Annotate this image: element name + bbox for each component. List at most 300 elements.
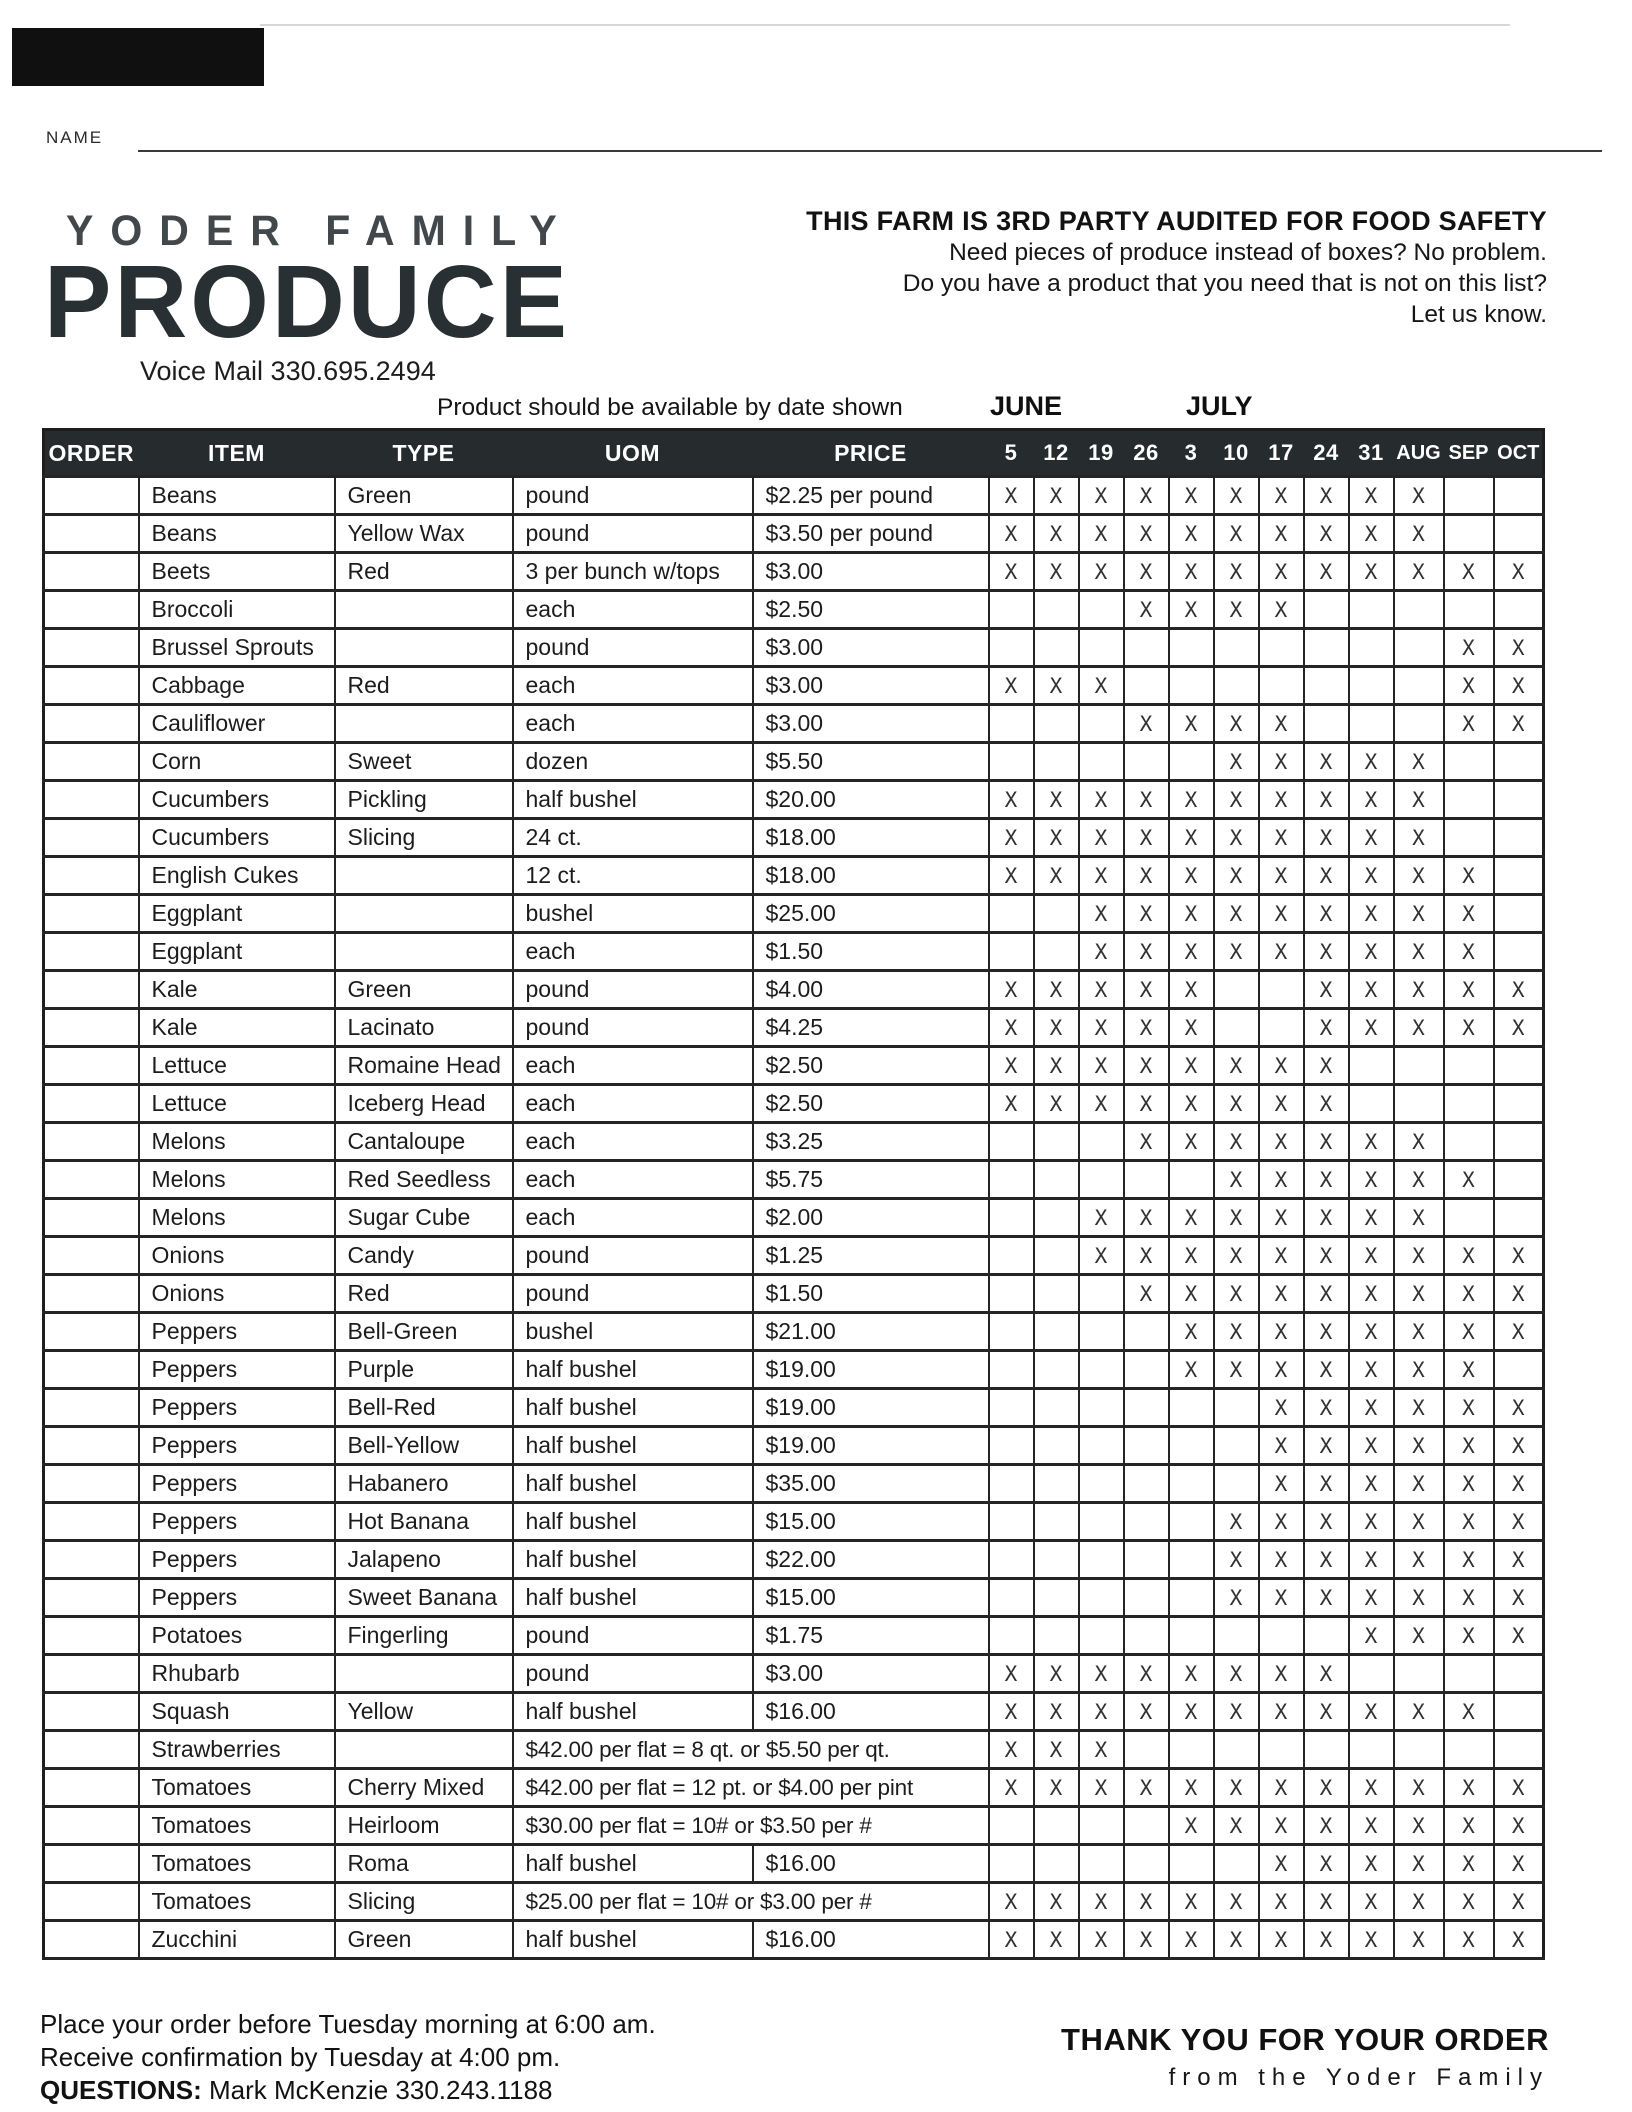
order-quantity-cell[interactable] xyxy=(44,1655,139,1693)
availability-mark-5 xyxy=(989,1313,1034,1351)
order-quantity-cell[interactable] xyxy=(44,1541,139,1579)
item-cell: Cauliflower xyxy=(139,705,335,743)
price-cell: $3.00 xyxy=(753,1655,989,1693)
availability-mark-24 xyxy=(1304,1731,1349,1769)
availability-mark-12 xyxy=(1034,1275,1079,1313)
col-header-date-aug: AUG xyxy=(1394,430,1444,477)
availability-mark-12: X xyxy=(1034,971,1079,1009)
availability-mark-oct: X xyxy=(1494,1807,1544,1845)
availability-mark-19 xyxy=(1079,1427,1124,1465)
price-cell: $16.00 xyxy=(753,1845,989,1883)
availability-mark-5 xyxy=(989,1275,1034,1313)
availability-mark-17: X xyxy=(1259,1693,1304,1731)
item-cell: Peppers xyxy=(139,1351,335,1389)
availability-mark-aug xyxy=(1394,1655,1444,1693)
table-row xyxy=(44,1769,1544,1807)
availability-mark-26: X xyxy=(1124,857,1169,895)
availability-mark-24: X xyxy=(1304,1275,1349,1313)
availability-mark-19 xyxy=(1079,629,1124,667)
order-quantity-cell[interactable] xyxy=(44,933,139,971)
availability-mark-oct: X xyxy=(1494,1275,1544,1313)
order-quantity-cell[interactable] xyxy=(44,667,139,705)
scan-artifact-line xyxy=(260,24,1510,26)
order-quantity-cell[interactable] xyxy=(44,1579,139,1617)
availability-mark-aug: X xyxy=(1394,477,1444,515)
price-cell: $2.25 per pound xyxy=(753,477,989,515)
table-row xyxy=(44,1237,1544,1275)
availability-mark-24: X xyxy=(1304,1465,1349,1503)
availability-mark-17: X xyxy=(1259,1237,1304,1275)
col-header-date-17: 17 xyxy=(1259,430,1304,477)
availability-mark-5 xyxy=(989,1199,1034,1237)
availability-mark-5 xyxy=(989,705,1034,743)
price-cell: $2.50 xyxy=(753,1047,989,1085)
availability-mark-17 xyxy=(1259,1009,1304,1047)
availability-mark-12 xyxy=(1034,1465,1079,1503)
table-row xyxy=(44,1845,1544,1883)
availability-mark-24: X xyxy=(1304,933,1349,971)
order-quantity-cell[interactable] xyxy=(44,1465,139,1503)
availability-mark-31: X xyxy=(1349,1199,1394,1237)
month-label-july: JULY xyxy=(1186,391,1253,421)
availability-mark-oct xyxy=(1494,1123,1544,1161)
item-cell: Lettuce xyxy=(139,1047,335,1085)
order-quantity-cell[interactable] xyxy=(44,1693,139,1731)
availability-mark-aug xyxy=(1394,1085,1444,1123)
order-quantity-cell[interactable] xyxy=(44,1161,139,1199)
availability-mark-sep xyxy=(1444,515,1494,553)
availability-mark-26: X xyxy=(1124,705,1169,743)
uom-cell: half bushel xyxy=(513,1693,753,1731)
item-cell: Lettuce xyxy=(139,1085,335,1123)
availability-mark-sep xyxy=(1444,781,1494,819)
availability-mark-19 xyxy=(1079,743,1124,781)
order-quantity-cell[interactable] xyxy=(44,705,139,743)
availability-mark-17: X xyxy=(1259,1047,1304,1085)
availability-mark-10: X xyxy=(1214,1123,1259,1161)
availability-mark-24 xyxy=(1304,705,1349,743)
availability-mark-19: X xyxy=(1079,1085,1124,1123)
availability-mark-19: X xyxy=(1079,1199,1124,1237)
availability-mark-19 xyxy=(1079,1313,1124,1351)
availability-mark-31: X xyxy=(1349,1617,1394,1655)
availability-mark-17: X xyxy=(1259,515,1304,553)
availability-mark-31: X xyxy=(1349,1769,1394,1807)
audit-line-1: Need pieces of produce instead of boxes? No problem. xyxy=(949,239,1547,266)
availability-mark-oct: X xyxy=(1494,1921,1544,1959)
availability-mark-sep: X xyxy=(1444,971,1494,1009)
availability-mark-24 xyxy=(1304,667,1349,705)
availability-mark-aug: X xyxy=(1394,781,1444,819)
item-cell: Beets xyxy=(139,553,335,591)
logo-line-2: PRODUCE xyxy=(44,245,571,360)
table-header-row xyxy=(44,430,1544,477)
item-cell: Corn xyxy=(139,743,335,781)
availability-mark-oct xyxy=(1494,743,1544,781)
availability-mark-sep: X xyxy=(1444,933,1494,971)
availability-mark-aug xyxy=(1394,591,1444,629)
availability-mark-17: X xyxy=(1259,743,1304,781)
uom-cell: each xyxy=(513,1161,753,1199)
availability-mark-31: X xyxy=(1349,1807,1394,1845)
availability-mark-5: X xyxy=(989,1769,1034,1807)
name-input-line[interactable] xyxy=(138,150,1602,152)
availability-mark-12: X xyxy=(1034,477,1079,515)
type-cell: Jalapeno xyxy=(335,1541,513,1579)
price-cell: $19.00 xyxy=(753,1351,989,1389)
availability-mark-10: X xyxy=(1214,705,1259,743)
order-quantity-cell[interactable] xyxy=(44,819,139,857)
order-quantity-cell[interactable] xyxy=(44,1807,139,1845)
availability-mark-19: X xyxy=(1079,1921,1124,1959)
type-cell: Bell-Red xyxy=(335,1389,513,1427)
availability-mark-aug: X xyxy=(1394,1275,1444,1313)
availability-mark-12 xyxy=(1034,743,1079,781)
availability-mark-10: X xyxy=(1214,819,1259,857)
item-cell: Squash xyxy=(139,1693,335,1731)
order-quantity-cell[interactable] xyxy=(44,971,139,1009)
price-cell: $4.00 xyxy=(753,971,989,1009)
item-cell: Tomatoes xyxy=(139,1769,335,1807)
availability-mark-31: X xyxy=(1349,1313,1394,1351)
availability-mark-24: X xyxy=(1304,1313,1349,1351)
order-quantity-cell[interactable] xyxy=(44,1617,139,1655)
order-quantity-cell[interactable] xyxy=(44,1313,139,1351)
col-header-date-3: 3 xyxy=(1169,430,1214,477)
availability-mark-12 xyxy=(1034,1807,1079,1845)
availability-mark-oct: X xyxy=(1494,1465,1544,1503)
order-quantity-cell[interactable] xyxy=(44,477,139,515)
availability-mark-24: X xyxy=(1304,1199,1349,1237)
availability-mark-aug: X xyxy=(1394,933,1444,971)
order-quantity-cell[interactable] xyxy=(44,1123,139,1161)
availability-mark-12: X xyxy=(1034,1085,1079,1123)
availability-mark-17 xyxy=(1259,1731,1304,1769)
availability-mark-oct: X xyxy=(1494,705,1544,743)
order-quantity-cell[interactable] xyxy=(44,629,139,667)
availability-mark-3: X xyxy=(1169,857,1214,895)
order-quantity-cell[interactable] xyxy=(44,1047,139,1085)
order-quantity-cell[interactable] xyxy=(44,743,139,781)
item-cell: Onions xyxy=(139,1275,335,1313)
availability-mark-aug: X xyxy=(1394,743,1444,781)
type-cell: Sugar Cube xyxy=(335,1199,513,1237)
availability-mark-19: X xyxy=(1079,477,1124,515)
table-row xyxy=(44,1731,1544,1769)
availability-mark-oct xyxy=(1494,1655,1544,1693)
availability-mark-12 xyxy=(1034,1199,1079,1237)
type-cell: Sweet Banana xyxy=(335,1579,513,1617)
availability-mark-17: X xyxy=(1259,1199,1304,1237)
table-row xyxy=(44,743,1544,781)
item-cell: Kale xyxy=(139,971,335,1009)
audit-line-3: Let us know. xyxy=(1410,301,1547,328)
availability-mark-sep: X xyxy=(1444,1237,1494,1275)
availability-mark-5: X xyxy=(989,1085,1034,1123)
availability-mark-10 xyxy=(1214,629,1259,667)
availability-mark-26 xyxy=(1124,1351,1169,1389)
availability-mark-aug: X xyxy=(1394,515,1444,553)
availability-mark-aug: X xyxy=(1394,1389,1444,1427)
item-cell: Rhubarb xyxy=(139,1655,335,1693)
availability-mark-sep xyxy=(1444,1047,1494,1085)
availability-mark-sep: X xyxy=(1444,1693,1494,1731)
availability-mark-aug: X xyxy=(1394,819,1444,857)
order-quantity-cell[interactable] xyxy=(44,1351,139,1389)
type-cell: Iceberg Head xyxy=(335,1085,513,1123)
order-quantity-cell[interactable] xyxy=(44,1009,139,1047)
availability-mark-19 xyxy=(1079,1161,1124,1199)
order-quantity-cell[interactable] xyxy=(44,1845,139,1883)
availability-mark-26: X xyxy=(1124,1009,1169,1047)
availability-mark-12: X xyxy=(1034,553,1079,591)
availability-mark-5: X xyxy=(989,515,1034,553)
type-cell: Green xyxy=(335,971,513,1009)
uom-cell: 3 per bunch w/tops xyxy=(513,553,753,591)
availability-mark-17: X xyxy=(1259,1503,1304,1541)
order-quantity-cell[interactable] xyxy=(44,553,139,591)
availability-mark-aug: X xyxy=(1394,1503,1444,1541)
availability-mark-12: X xyxy=(1034,781,1079,819)
uom-cell: 12 ct. xyxy=(513,857,753,895)
availability-mark-3 xyxy=(1169,743,1214,781)
availability-mark-24: X xyxy=(1304,971,1349,1009)
order-quantity-cell[interactable] xyxy=(44,1921,139,1959)
uom-cell: half bushel xyxy=(513,1427,753,1465)
availability-mark-3 xyxy=(1169,1579,1214,1617)
availability-mark-26 xyxy=(1124,1807,1169,1845)
availability-mark-oct: X xyxy=(1494,1617,1544,1655)
availability-mark-19: X xyxy=(1079,1047,1124,1085)
availability-mark-12: X xyxy=(1034,819,1079,857)
item-cell: Eggplant xyxy=(139,933,335,971)
table-row xyxy=(44,1199,1544,1237)
availability-mark-19: X xyxy=(1079,933,1124,971)
order-quantity-cell[interactable] xyxy=(44,895,139,933)
price-cell: $1.75 xyxy=(753,1617,989,1655)
item-cell: Peppers xyxy=(139,1313,335,1351)
availability-mark-aug: X xyxy=(1394,1921,1444,1959)
availability-mark-17: X xyxy=(1259,933,1304,971)
availability-mark-24: X xyxy=(1304,1807,1349,1845)
availability-mark-10: X xyxy=(1214,1541,1259,1579)
availability-mark-19 xyxy=(1079,1541,1124,1579)
availability-mark-26: X xyxy=(1124,1237,1169,1275)
availability-mark-10: X xyxy=(1214,1769,1259,1807)
availability-mark-oct: X xyxy=(1494,1237,1544,1275)
uom-cell: dozen xyxy=(513,743,753,781)
order-quantity-cell[interactable] xyxy=(44,1275,139,1313)
availability-mark-17: X xyxy=(1259,1921,1304,1959)
availability-mark-oct xyxy=(1494,1161,1544,1199)
order-quantity-cell[interactable] xyxy=(44,1503,139,1541)
availability-mark-17 xyxy=(1259,629,1304,667)
type-cell: Hot Banana xyxy=(335,1503,513,1541)
availability-mark-12 xyxy=(1034,705,1079,743)
availability-mark-oct: X xyxy=(1494,1541,1544,1579)
voicemail-text: Voice Mail 330.695.2494 xyxy=(140,356,436,386)
availability-mark-10: X xyxy=(1214,1199,1259,1237)
price-cell: $3.00 xyxy=(753,553,989,591)
item-cell: Cabbage xyxy=(139,667,335,705)
availability-mark-10: X xyxy=(1214,1503,1259,1541)
availability-mark-oct: X xyxy=(1494,971,1544,1009)
availability-mark-10: X xyxy=(1214,1313,1259,1351)
availability-mark-26 xyxy=(1124,1617,1169,1655)
availability-mark-31 xyxy=(1349,591,1394,629)
uom-price-cell: $30.00 per flat = 10# or $3.50 per # xyxy=(513,1807,989,1845)
availability-mark-3 xyxy=(1169,1541,1214,1579)
uom-cell: each xyxy=(513,933,753,971)
order-quantity-cell[interactable] xyxy=(44,1085,139,1123)
type-cell: Purple xyxy=(335,1351,513,1389)
availability-mark-aug: X xyxy=(1394,1579,1444,1617)
availability-mark-10: X xyxy=(1214,743,1259,781)
availability-mark-5: X xyxy=(989,1009,1034,1047)
order-quantity-cell[interactable] xyxy=(44,1731,139,1769)
order-quantity-cell[interactable] xyxy=(44,1427,139,1465)
uom-cell: each xyxy=(513,1047,753,1085)
availability-mark-24: X xyxy=(1304,895,1349,933)
availability-mark-17: X xyxy=(1259,1085,1304,1123)
availability-mark-10 xyxy=(1214,1617,1259,1655)
availability-mark-17: X xyxy=(1259,1465,1304,1503)
order-quantity-cell[interactable] xyxy=(44,1389,139,1427)
availability-mark-31: X xyxy=(1349,553,1394,591)
table-row xyxy=(44,629,1544,667)
availability-mark-31 xyxy=(1349,1731,1394,1769)
availability-mark-31: X xyxy=(1349,743,1394,781)
availability-mark-aug: X xyxy=(1394,895,1444,933)
availability-mark-aug: X xyxy=(1394,1123,1444,1161)
availability-mark-31: X xyxy=(1349,1123,1394,1161)
availability-mark-12: X xyxy=(1034,1921,1079,1959)
availability-mark-oct: X xyxy=(1494,553,1544,591)
availability-mark-sep xyxy=(1444,1655,1494,1693)
availability-mark-19: X xyxy=(1079,1237,1124,1275)
availability-mark-sep xyxy=(1444,591,1494,629)
availability-mark-10: X xyxy=(1214,1883,1259,1921)
availability-mark-26: X xyxy=(1124,1693,1169,1731)
availability-mark-aug: X xyxy=(1394,1845,1444,1883)
availability-mark-31: X xyxy=(1349,1503,1394,1541)
order-quantity-cell[interactable] xyxy=(44,515,139,553)
availability-mark-sep: X xyxy=(1444,1275,1494,1313)
availability-mark-3: X xyxy=(1169,1655,1214,1693)
availability-mark-19 xyxy=(1079,1465,1124,1503)
availability-mark-12 xyxy=(1034,1541,1079,1579)
availability-mark-10: X xyxy=(1214,1655,1259,1693)
availability-mark-19 xyxy=(1079,1275,1124,1313)
order-quantity-cell[interactable] xyxy=(44,857,139,895)
availability-mark-19: X xyxy=(1079,971,1124,1009)
availability-mark-24: X xyxy=(1304,1427,1349,1465)
availability-mark-oct: X xyxy=(1494,1845,1544,1883)
availability-mark-24: X xyxy=(1304,743,1349,781)
availability-mark-24: X xyxy=(1304,1883,1349,1921)
uom-cell: pound xyxy=(513,515,753,553)
availability-mark-5: X xyxy=(989,477,1034,515)
availability-mark-31: X xyxy=(1349,1693,1394,1731)
availability-mark-10: X xyxy=(1214,1161,1259,1199)
availability-mark-12 xyxy=(1034,933,1079,971)
order-quantity-cell[interactable] xyxy=(44,781,139,819)
availability-mark-5 xyxy=(989,895,1034,933)
type-cell: Candy xyxy=(335,1237,513,1275)
availability-mark-24 xyxy=(1304,629,1349,667)
availability-mark-12 xyxy=(1034,1427,1079,1465)
availability-mark-10 xyxy=(1214,1389,1259,1427)
order-quantity-cell[interactable] xyxy=(44,1769,139,1807)
availability-mark-10: X xyxy=(1214,1693,1259,1731)
availability-mark-26: X xyxy=(1124,553,1169,591)
availability-mark-31: X xyxy=(1349,1161,1394,1199)
availability-mark-17: X xyxy=(1259,857,1304,895)
availability-mark-oct xyxy=(1494,895,1544,933)
availability-mark-17: X xyxy=(1259,1275,1304,1313)
uom-cell: half bushel xyxy=(513,1503,753,1541)
availability-mark-26 xyxy=(1124,667,1169,705)
availability-mark-17: X xyxy=(1259,1427,1304,1465)
availability-mark-3: X xyxy=(1169,1693,1214,1731)
availability-mark-3: X xyxy=(1169,1199,1214,1237)
availability-mark-3 xyxy=(1169,667,1214,705)
availability-mark-26: X xyxy=(1124,1883,1169,1921)
uom-cell: half bushel xyxy=(513,1579,753,1617)
availability-mark-26 xyxy=(1124,629,1169,667)
availability-mark-26: X xyxy=(1124,1275,1169,1313)
availability-mark-aug xyxy=(1394,705,1444,743)
availability-mark-17: X xyxy=(1259,1313,1304,1351)
availability-mark-12: X xyxy=(1034,1769,1079,1807)
order-quantity-cell[interactable] xyxy=(44,1883,139,1921)
availability-mark-aug: X xyxy=(1394,971,1444,1009)
order-quantity-cell[interactable] xyxy=(44,591,139,629)
uom-cell: half bushel xyxy=(513,1465,753,1503)
availability-mark-oct: X xyxy=(1494,1389,1544,1427)
availability-mark-5 xyxy=(989,629,1034,667)
availability-mark-26: X xyxy=(1124,1769,1169,1807)
availability-mark-aug xyxy=(1394,1047,1444,1085)
availability-mark-10: X xyxy=(1214,1579,1259,1617)
availability-mark-24: X xyxy=(1304,781,1349,819)
col-header-date-5: 5 xyxy=(989,430,1034,477)
availability-mark-26 xyxy=(1124,1313,1169,1351)
availability-mark-10: X xyxy=(1214,1807,1259,1845)
order-quantity-cell[interactable] xyxy=(44,1237,139,1275)
availability-mark-31: X xyxy=(1349,933,1394,971)
table-row xyxy=(44,1047,1544,1085)
availability-mark-aug: X xyxy=(1394,1009,1444,1047)
availability-mark-aug: X xyxy=(1394,1693,1444,1731)
item-cell: Melons xyxy=(139,1161,335,1199)
availability-mark-31: X xyxy=(1349,895,1394,933)
availability-mark-5 xyxy=(989,591,1034,629)
availability-mark-19: X xyxy=(1079,1769,1124,1807)
availability-mark-oct xyxy=(1494,781,1544,819)
type-cell: Slicing xyxy=(335,819,513,857)
item-cell: Onions xyxy=(139,1237,335,1275)
availability-mark-sep xyxy=(1444,743,1494,781)
table-row xyxy=(44,1503,1544,1541)
availability-mark-10: X xyxy=(1214,477,1259,515)
availability-mark-5 xyxy=(989,1617,1034,1655)
availability-mark-aug: X xyxy=(1394,1769,1444,1807)
order-quantity-cell[interactable] xyxy=(44,1199,139,1237)
item-cell: Tomatoes xyxy=(139,1807,335,1845)
price-cell: $16.00 xyxy=(753,1693,989,1731)
type-cell xyxy=(335,705,513,743)
